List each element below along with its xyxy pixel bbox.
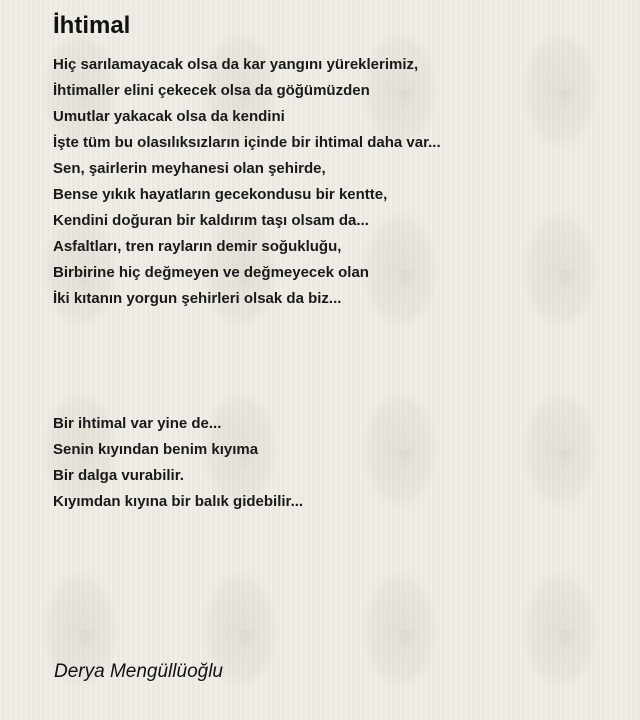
- poem-line: Hiç sarılamayacak olsa da kar yangını yüreklerimiz,: [53, 56, 419, 73]
- poem-line: Bense yıkık hayatların gecekondusu bir kentte,: [53, 186, 388, 203]
- poem-line: Bir ihtimal var yine de...: [53, 415, 222, 432]
- poem-line: Kıyımdan kıyına bir balık gidebilir...: [53, 493, 304, 510]
- poem-line: İhtimaller elini çekecek olsa da göğümüzden: [53, 82, 370, 99]
- poem-line: Umutlar yakacak olsa da kendini: [53, 108, 285, 125]
- poem-line: Senin kıyından benim kıyıma: [53, 441, 259, 458]
- poem-line: Kendini doğuran bir kaldırım taşı olsam da...: [53, 212, 369, 229]
- poem-author: Derya Mengüllüoğlu: [54, 661, 223, 682]
- poem-line: İşte tüm bu olasılıksızların içinde bir ihtimal daha var...: [53, 134, 441, 151]
- stanza-1: [53, 52, 441, 312]
- poem-line: Bir dalga vurabilir.: [53, 467, 184, 484]
- poem-line: İki kıtanın yorgun şehirleri olsak da biz...: [53, 290, 342, 307]
- stanza-2: [53, 411, 303, 515]
- poem-line: Birbirine hiç değmeyen ve değmeyecek olan: [53, 264, 369, 281]
- poem-title: İhtimal: [53, 12, 131, 39]
- poem-line: Asfaltları, tren rayların demir soğukluğu,: [53, 238, 342, 255]
- poem-line: Sen, şairlerin meyhanesi olan şehirde,: [53, 160, 326, 177]
